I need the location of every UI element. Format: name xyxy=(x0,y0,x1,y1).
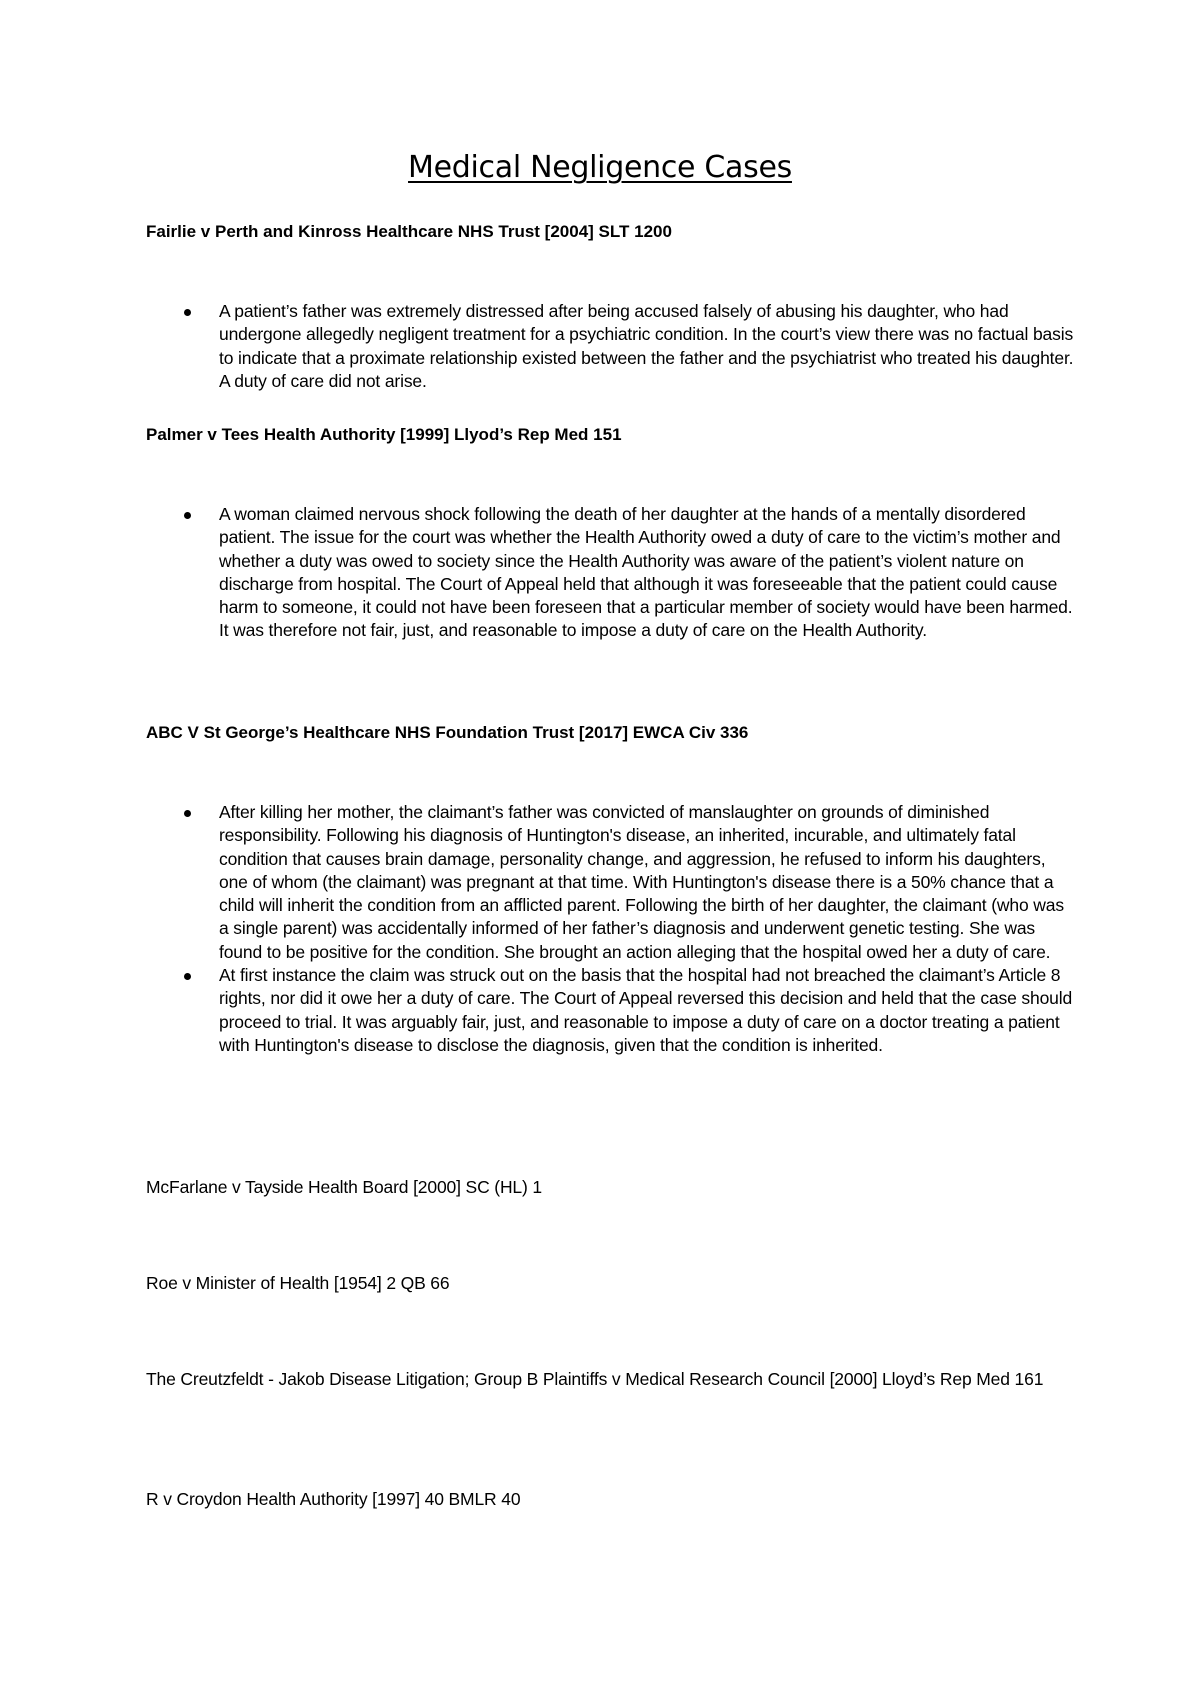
case-citation-roe: Roe v Minister of Health [1954] 2 QB 66 xyxy=(146,1273,450,1293)
bullet-item xyxy=(146,801,1076,964)
bullet-text: A woman claimed nervous shock following the death of her daughter at the hands of a mentally disordered patient. The issue for the court was whether the Health Authority owed a duty of care to the victim’s mother and whether a duty was owed to society since the Health Authority was aware of the patient’s violent nature on discharge from hospital. The Court of Appeal held that although it was foreseeable that the patient could cause harm to someone, it could not have been foreseen that a particular member of society would have been harmed. It was therefore not fair, just, and reasonable to impose a duty of care on the Health Authority. xyxy=(219,504,1073,641)
case-citation-croydon: R v Croydon Health Authority [1997] 40 BMLR 40 xyxy=(146,1489,521,1509)
case-heading-fairlie: Fairlie v Perth and Kinross Healthcare NHS Trust [2004] SLT 1200 xyxy=(146,222,672,241)
bullet-dot-icon xyxy=(184,810,191,817)
bullet-text: A patient’s father was extremely distressed after being accused falsely of abusing his daughter, who had undergone allegedly negligent treatment for a psychiatric condition. In the court’s view there was no factual basis to indicate that a proximate relationship existed between the father and the psychiatrist who treated his daughter. A duty of care did not arise. xyxy=(219,301,1074,391)
bullet-dot-icon xyxy=(184,309,191,316)
bullet-item xyxy=(146,300,1076,393)
bullet-text: At first instance the claim was struck out on the basis that the hospital had not breached the claimant’s Article 8 rights, nor did it owe her a duty of care. The Court of Appeal reversed this decision and held that the case should proceed to trial. It was arguably fair, just, and reasonable to impose a duty of care on a doctor treating a patient with Huntington's disease to disclose the diagnosis, given that the condition is inherited. xyxy=(219,965,1073,1055)
case-heading-abc: ABC V St George’s Healthcare NHS Foundation Trust [2017] EWCA Civ 336 xyxy=(146,723,749,742)
case-bullets-abc xyxy=(146,801,1076,1057)
bullet-dot-icon xyxy=(184,973,191,980)
bullet-item xyxy=(146,964,1076,1057)
bullet-dot-icon xyxy=(184,512,191,519)
case-citation-mcfarlane: McFarlane v Tayside Health Board [2000] SC (HL) 1 xyxy=(146,1177,542,1197)
case-heading-palmer: Palmer v Tees Health Authority [1999] Llyod’s Rep Med 151 xyxy=(146,425,622,444)
case-citation-cjd: The Creutzfeldt - Jakob Disease Litigation; Group B Plaintiffs v Medical Research Council [2000] Lloyd’s Rep Med 161 xyxy=(146,1369,1044,1389)
bullet-item xyxy=(146,503,1076,643)
bullet-text: After killing her mother, the claimant’s father was convicted of manslaughter on grounds of diminished responsibility. Following his diagnosis of Huntington's disease, an inherited, incurable, and ultimately fatal condition that causes brain damage, personality change, and aggression, he refused to inform his daughters, one of whom (the claimant) was pregnant at that time. With Huntington's disease there is a 50% chance that a child will inherit the condition from an afflicted parent. Following the birth of her daughter, the claimant (who was a single parent) was accidentally informed of her father’s diagnosis and underwent genetic testing. She was found to be positive for the condition. She brought an action alleging that the hospital owed her a duty of care. xyxy=(219,802,1064,962)
case-bullets-fairlie xyxy=(146,300,1076,393)
page-title: Medical Negligence Cases xyxy=(408,150,792,185)
case-bullets-palmer xyxy=(146,503,1076,643)
